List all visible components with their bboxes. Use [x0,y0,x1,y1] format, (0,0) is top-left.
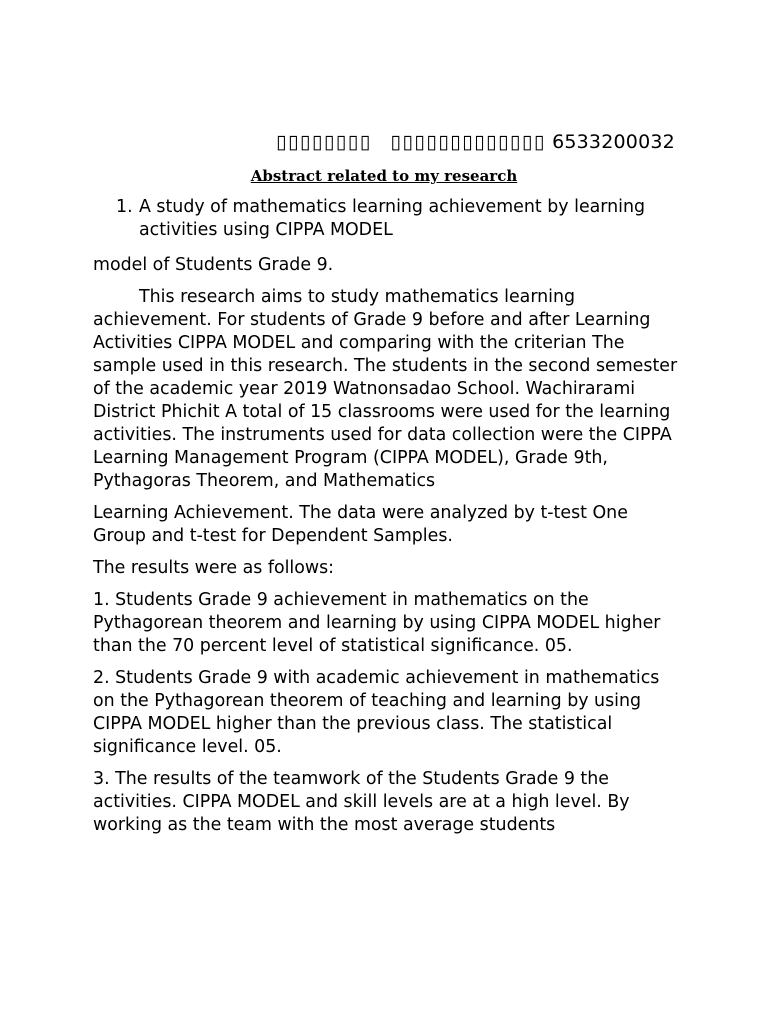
list-item-text: A study of mathematics learning achievement by learning activities using CIPPA MODEL [139,197,646,240]
author-last-name: ▯▯▯▯▯▯▯▯▯▯▯▯▯ [390,131,546,153]
list-item-number: 1. [116,197,133,217]
paragraph-analysis: Learning Achievement. The data were analyzed by t-test One Group and t-test for Dependent Samples. [93,503,628,546]
paragraph-result-2: 2. Students Grade 9 with academic achievement in mathematics on the Pythagorean theorem of teaching and learning by using CIPPA MODEL higher than the previous class. The statistical significance level. 05. [93,668,660,757]
paragraph-result-3: 3. The results of the teamwork of the Students Grade 9 the activities. CIPPA MODEL and skill levels are at a high level. By working as the team with the most average students [93,769,630,835]
author-first-name: ▯▯▯▯▯▯▯▯ [276,131,372,153]
abstract-body [93,196,683,846]
list-item-1 [93,196,683,242]
abstract-heading [0,166,768,186]
author-line [276,129,675,155]
paragraph-results-intro: The results were as follows: [93,558,335,578]
paragraph-research-aims: This research aims to study mathematics learning achievement. For students of Grade 9 before and after Learning Activities CIPPA MODEL and comparing with the criterian The sample used in this research. The students in the second semester of the academic year 2019 Watnonsadao School. Wachirarami District Phichit A total of 15 classrooms were used for the learning activities. The instruments used for data collection were the CIPPA Learning Management Program (CIPPA MODEL), Grade 9th, Pythagoras Theorem, and Mathematics [93,287,678,491]
student-id: 6533200032 [552,131,675,153]
paragraph-result-1: 1. Students Grade 9 achievement in mathematics on the Pythagorean theorem and learning by using CIPPA MODEL higher than the 70 percent level of statistical significance. 05. [93,590,661,656]
abstract-heading-text: Abstract related to my research [250,167,518,185]
paragraph-model-line: model of Students Grade 9. [93,255,334,275]
